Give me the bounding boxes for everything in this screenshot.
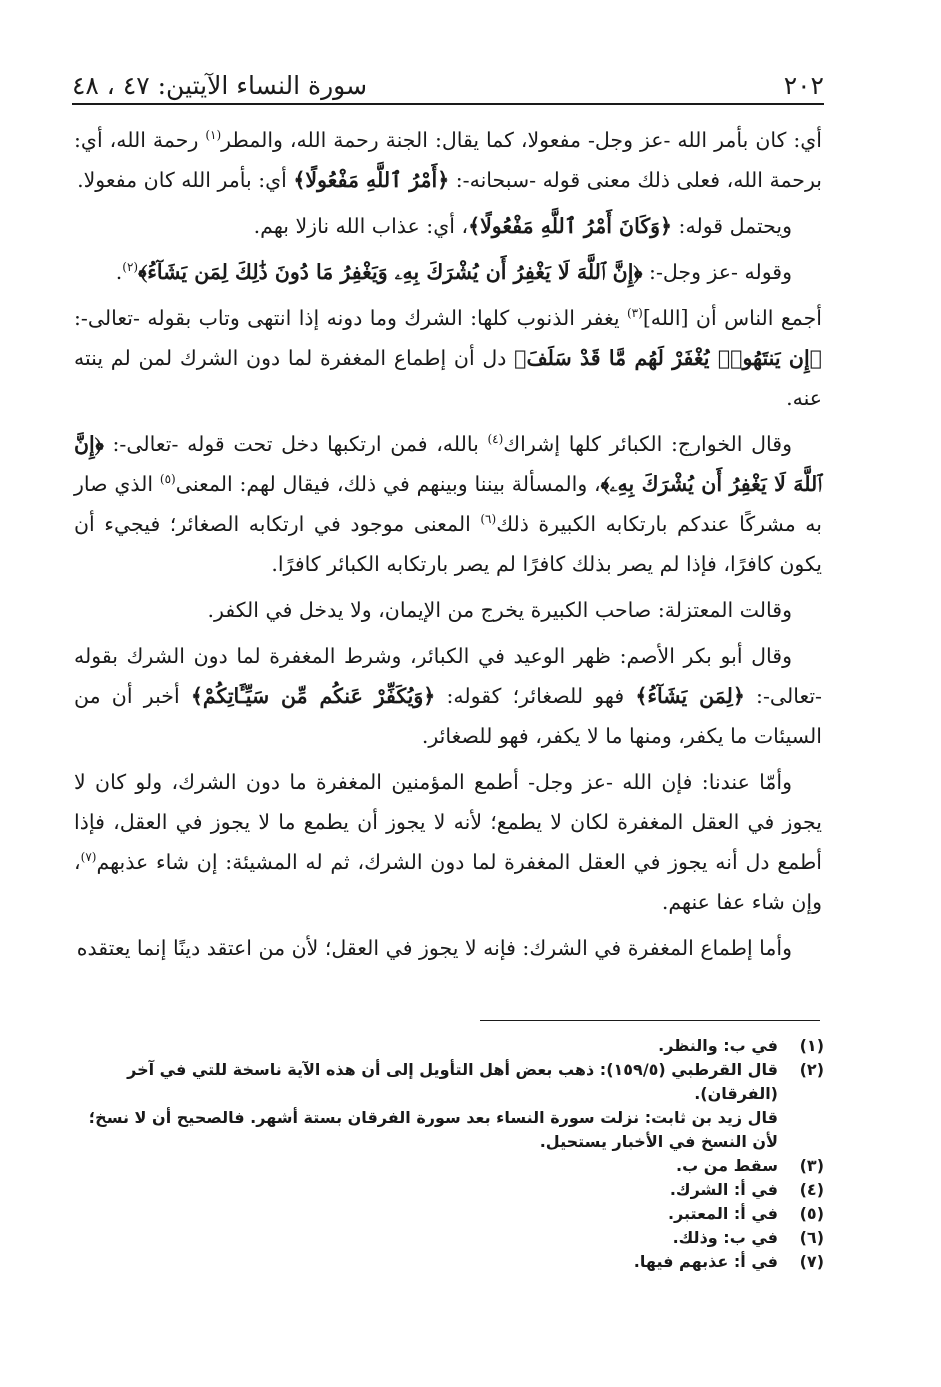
quran-verse: ﴿إِن يَنتَهُوا۟ يُغْفَرْ لَهُم مَّا قَدْ سَلَفَ﴾ — [514, 346, 822, 370]
text-run: ، والمسألة بيننا وبينهم في ذلك، فيقال لهم: المعنى — [175, 472, 601, 496]
footnote-item — [74, 1202, 824, 1226]
text-run: وقال الخوارج: الكبائر كلها إشراك — [503, 432, 792, 456]
text-run: أخبر أن من السيئات ما يكفر، ومنها ما لا يكفر، فهو للصغائر. — [74, 684, 822, 748]
text-run: دل أن إطماع المغفرة لما دون الشرك لمن لم ينته عنه. — [74, 346, 822, 410]
text-run: المعنى موجود في ارتكابه الصغائر؛ فيجيء أن يكون كافرًا، فإذا لم يصر بذلك كافرًا لم يصر بارتكابه الكبائر كافرًا. — [74, 512, 822, 576]
text-run: بالله، فمن ارتكبها دخل تحت قوله -تعالى-: — [103, 432, 488, 456]
paragraph-8 — [74, 762, 822, 922]
text-run: ، أي: عذاب الله نازلا بهم. — [253, 214, 469, 238]
footnote-number: (٣) — [799, 1156, 824, 1175]
header-divider — [72, 103, 824, 105]
footnote-text: في ب: والنظر. — [658, 1036, 778, 1055]
text-run: الذي صار به مشركًا عندكم بارتكابه الكبيرة ذلك — [74, 472, 822, 536]
text-run: أي: كان بأمر الله -عز وجل- مفعولا، كما يقال: الجنة رحمة الله، والمطر — [221, 128, 822, 152]
text-run: وأما إطماع المغفرة في الشرك: فإنه لا يجوز في العقل؛ لأن من اعتقد دينًا إنما يعتقده — [76, 936, 792, 960]
chapter-title: سورة النساء الآيتين: ٤٧ ، ٤٨ — [72, 71, 368, 100]
footnote-ref[interactable]: (١) — [205, 128, 222, 143]
footnote-number: (٧) — [799, 1252, 824, 1271]
footnote-divider — [480, 1020, 820, 1021]
footnote-ref[interactable]: (٤) — [487, 432, 504, 447]
footnote-number: (٤) — [799, 1180, 824, 1199]
footnote-text: سقط من ب. — [676, 1156, 778, 1175]
text-run: أي: بأمر الله كان مفعولا. — [77, 168, 294, 192]
text-run: وأمّا عندنا: فإن الله -عز وجل- أطمع المؤمنين المغفرة ما دون الشرك، ولو كان لا يجوز في العقل المغفرة لكان لا يطمع؛ لأنه لا يجوز أن يطمع ما لا يجوز في العقل، فإذا أطمع دل أنه يجوز في العقل المغفرة لما دون الشرك، ثم له المشيئة: إن شاء عذبهم — [74, 770, 822, 874]
footnote-text: في ب: وذلك. — [672, 1228, 778, 1247]
paragraph-7 — [74, 636, 822, 756]
text-run: رحمة الله، أي: برحمة الله، فعلى ذلك معنى قوله -سبحانه-: — [74, 128, 822, 192]
footnote-continuation: قال زيد بن ثابت: نزلت سورة النساء بعد سورة الفرقان بستة أشهر. فالصحيح أن لا نسخ؛ لأن النسخ في الأخبار يستحيل. — [88, 1108, 778, 1151]
text-run: فهو للصغائر؛ كقوله: — [435, 684, 636, 708]
footnote-number: (٥) — [799, 1204, 824, 1223]
footnote-text: في أ: المعتبر. — [667, 1204, 778, 1223]
paragraph-5 — [74, 424, 822, 584]
quran-verse: ﴿لِمَن يَشَآءُ﴾ — [635, 684, 745, 708]
paragraph-9 — [74, 928, 822, 968]
text-run: وقوله -عز وجل-: — [642, 260, 792, 284]
quran-verse: ﴿أَمْرُ ٱللَّهِ مَفْعُولًا﴾ — [293, 168, 450, 192]
text-run: . — [115, 260, 123, 284]
main-text — [74, 120, 822, 974]
page-header — [72, 60, 824, 100]
footnote-number: (١) — [799, 1036, 824, 1055]
text-run: ويحتمل قوله: — [672, 214, 792, 238]
footnote-ref[interactable]: (٢) — [122, 260, 139, 275]
footnote-item — [74, 1034, 824, 1058]
footnote-number: (٢) — [799, 1060, 824, 1079]
text-run: وقال أبو بكر الأصم: ظهر الوعيد في الكبائر، وشرط المغفرة لما دون الشرك بقوله -تعالى-: — [74, 644, 822, 708]
paragraph-2 — [74, 206, 822, 246]
text-run: أجمع الناس أن [الله] — [642, 306, 822, 330]
paragraph-6 — [74, 590, 822, 630]
footnote-ref[interactable]: (٧) — [80, 850, 97, 865]
paragraph-3 — [74, 252, 822, 292]
text-run: ، وإن شاء عفا عنهم. — [74, 850, 822, 914]
footnote-text: قال القرطبي (١٥٩/٥): ذهب بعض أهل التأويل إلى أن هذه الآية ناسخة للتي في آخر (الفرقان). — [127, 1060, 778, 1103]
footnote-item — [74, 1250, 824, 1274]
quran-verse: ﴿إِنَّ ٱللَّهَ لَا يَغْفِرُ أَن يُشْرَكَ بِهِۦ وَيَغْفِرُ مَا دُونَ ذَٰلِكَ لِمَن يَشَآءُ﴾ — [138, 260, 643, 284]
page-number: ٢٠٢ — [783, 71, 824, 100]
footnote-text: في أ: عذبهم فيها. — [633, 1252, 778, 1271]
footnote-item — [74, 1178, 824, 1202]
footnote-item — [74, 1154, 824, 1178]
quran-verse: ﴿وَكَانَ أَمْرُ ٱللَّهِ مَفْعُولًا﴾ — [468, 214, 673, 238]
footnotes — [74, 1034, 824, 1274]
footnote-text: في أ: الشرك. — [669, 1180, 778, 1199]
text-run: وقالت المعتزلة: صاحب الكبيرة يخرج من الإيمان، ولا يدخل في الكفر. — [207, 598, 792, 622]
footnote-number: (٦) — [799, 1228, 824, 1247]
quran-verse: ﴿إِنَّ ٱللَّهَ لَا يَغْفِرُ أَن يُشْرَكَ بِهِۦ﴾ — [74, 432, 822, 496]
footnote-ref[interactable]: (٦) — [480, 512, 497, 527]
paragraph-4 — [74, 298, 822, 418]
footnote-item — [74, 1226, 824, 1250]
footnote-ref[interactable]: (٥) — [159, 472, 176, 487]
text-run: يغفر الذنوب كلها: الشرك وما دونه إذا انتهى وتاب بقوله -تعالى-: — [74, 306, 627, 330]
paragraph-1 — [74, 120, 822, 200]
footnote-item — [74, 1058, 824, 1106]
footnote-ref[interactable]: (٣) — [626, 306, 643, 321]
quran-verse: ﴿وَيُكَفِّرْ عَنكُم مِّن سَيِّـَٔاتِكُمْ﴾ — [190, 684, 436, 708]
